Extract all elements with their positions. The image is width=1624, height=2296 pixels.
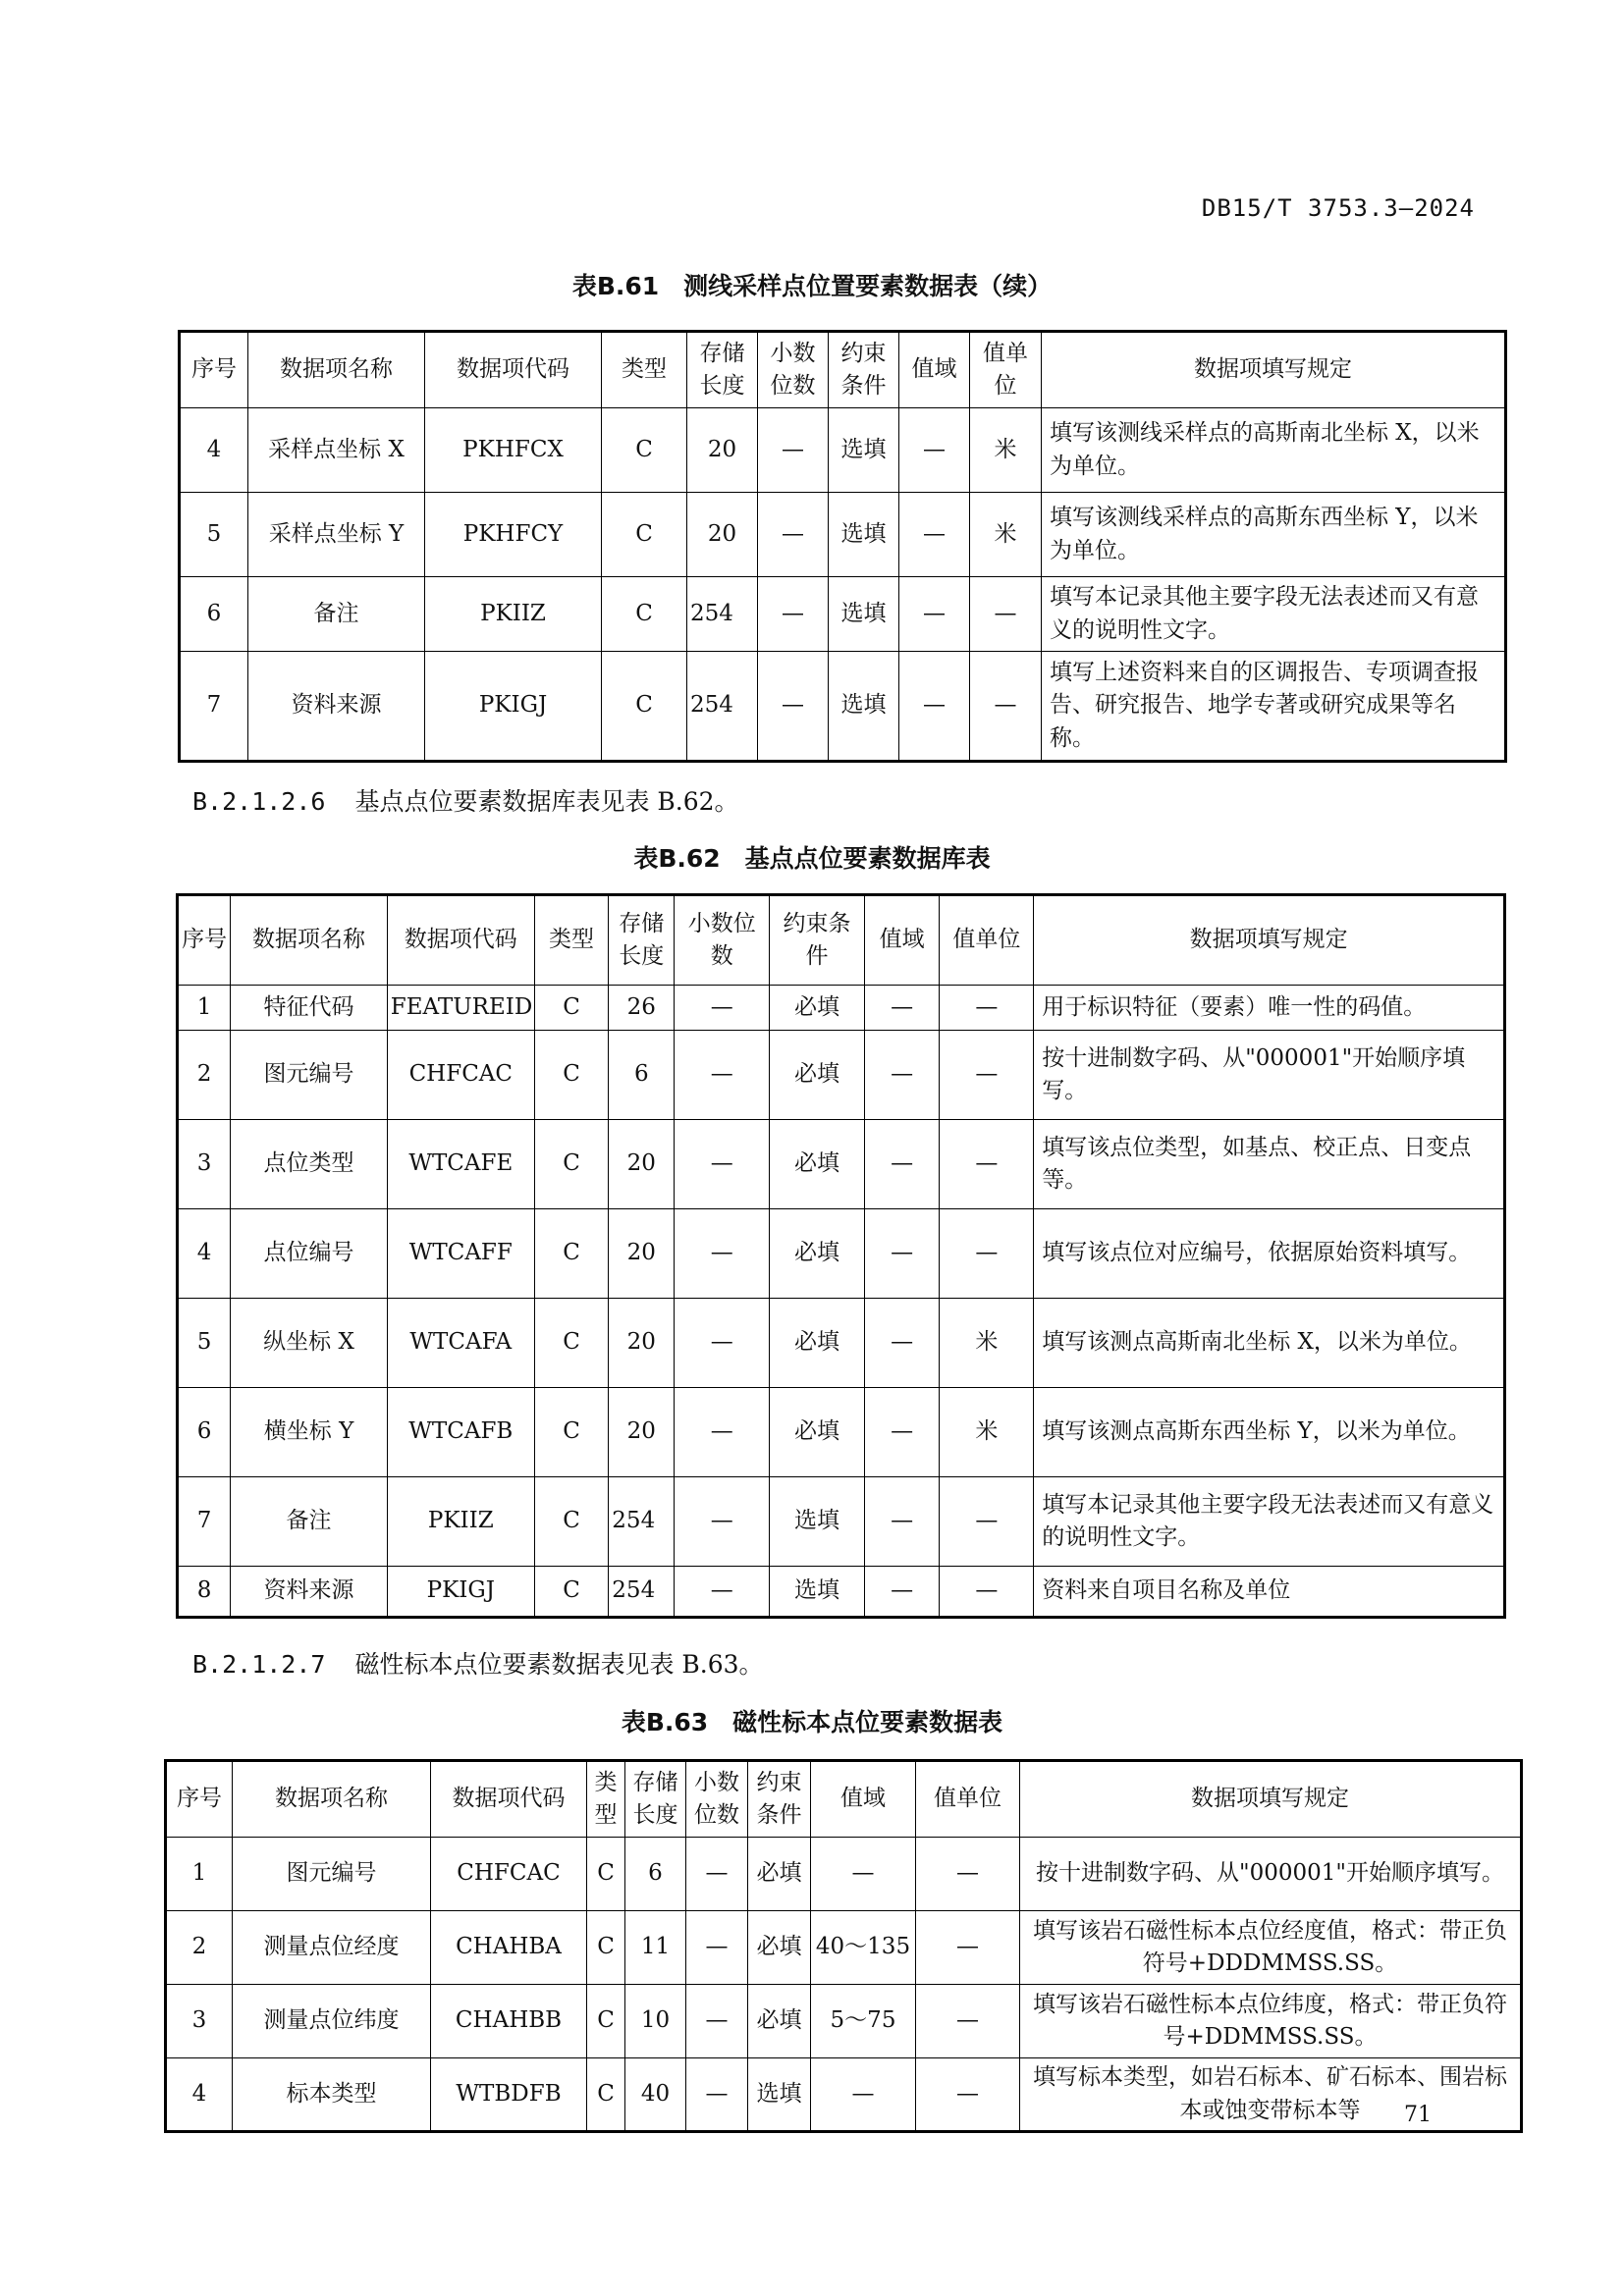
cell-type: C [602, 652, 687, 762]
col-header-item-code: 数据项代码 [431, 1761, 587, 1838]
table-row [180, 408, 1506, 493]
cell-decimals: — [675, 1299, 770, 1388]
table-b61-header-row [180, 332, 1506, 408]
cell-length: 26 [609, 986, 675, 1031]
document-code: DB15/T 3753.3—2024 [1201, 194, 1475, 222]
cell-domain: — [864, 1388, 940, 1477]
cell-item-name: 图元编号 [233, 1838, 431, 1911]
cell-domain: — [864, 1209, 940, 1299]
cell-item-code: PKHFCX [425, 408, 602, 493]
table-row [178, 1567, 1505, 1618]
cell-rule: 按十进制数字码、从"000001"开始顺序填写。 [1034, 1031, 1505, 1120]
cell-unit: 米 [940, 1388, 1034, 1477]
cell-decimals: — [675, 1388, 770, 1477]
table-row [166, 1985, 1522, 2058]
cell-item-code: PKHFCY [425, 493, 602, 577]
col-header-item-code: 数据项代码 [387, 895, 534, 986]
col-header-rule: 数据项填写规定 [1042, 332, 1506, 408]
table-row [178, 1209, 1505, 1299]
cell-rule: 填写该岩石磁性标本点位经度值，格式：带正负符号+DDDMMSS.SS。 [1020, 1911, 1522, 1985]
cell-unit: — [916, 1911, 1020, 1985]
col-header-unit: 值单位 [970, 332, 1042, 408]
table-row [166, 1838, 1522, 1911]
cell-length: 6 [609, 1031, 675, 1120]
cell-unit: — [940, 1031, 1034, 1120]
cell-type: C [602, 493, 687, 577]
cell-item-name: 备注 [231, 1477, 388, 1567]
cell-domain: — [811, 2058, 916, 2132]
cell-length: 20 [609, 1120, 675, 1209]
cell-item-name: 资料来源 [248, 652, 425, 762]
clause-text: 磁性标本点位要素数据表见表 B.63。 [354, 1650, 764, 1679]
cell-item-name: 点位类型 [231, 1120, 388, 1209]
cell-item-name: 点位编号 [231, 1209, 388, 1299]
table-row [178, 1120, 1505, 1209]
cell-item-name: 采样点坐标 X [248, 408, 425, 493]
table-row [178, 1477, 1505, 1567]
cell-length: 254 [687, 577, 758, 652]
cell-length: 254 [687, 652, 758, 762]
table-row [166, 1911, 1522, 1985]
cell-domain: — [864, 1120, 940, 1209]
cell-index: 1 [166, 1838, 233, 1911]
cell-type: C [587, 1985, 625, 2058]
cell-unit: — [916, 2058, 1020, 2132]
cell-constraint: 选填 [829, 577, 899, 652]
cell-domain: — [864, 1031, 940, 1120]
cell-item-code: WTBDFB [431, 2058, 587, 2132]
cell-index: 6 [180, 577, 248, 652]
cell-type: C [587, 2058, 625, 2132]
cell-length: 20 [609, 1299, 675, 1388]
cell-domain: 5～75 [811, 1985, 916, 2058]
col-header-index: 序号 [166, 1761, 233, 1838]
cell-index: 4 [180, 408, 248, 493]
col-header-decimals: 小数位数 [686, 1761, 748, 1838]
cell-constraint: 选填 [770, 1477, 865, 1567]
cell-index: 4 [178, 1209, 231, 1299]
cell-index: 8 [178, 1567, 231, 1618]
cell-length: 11 [625, 1911, 686, 1985]
cell-length: 20 [687, 493, 758, 577]
table-row [178, 1299, 1505, 1388]
cell-length: 254 [609, 1477, 675, 1567]
col-header-constraint: 约束条件 [748, 1761, 811, 1838]
cell-constraint: 必填 [748, 1838, 811, 1911]
cell-decimals: — [686, 2058, 748, 2132]
col-header-type: 类型 [534, 895, 609, 986]
cell-type: C [534, 1477, 609, 1567]
cell-length: 40 [625, 2058, 686, 2132]
cell-domain: — [864, 1299, 940, 1388]
cell-item-code: WTCAFA [387, 1299, 534, 1388]
cell-index: 7 [178, 1477, 231, 1567]
cell-rule: 用于标识特征（要素）唯一性的码值。 [1034, 986, 1505, 1031]
cell-item-name: 图元编号 [231, 1031, 388, 1120]
cell-item-code: CHAHBB [431, 1985, 587, 2058]
cell-rule: 填写本记录其他主要字段无法表述而又有意义的说明性文字。 [1042, 577, 1506, 652]
cell-item-name: 标本类型 [233, 2058, 431, 2132]
cell-domain: — [899, 652, 970, 762]
col-header-type: 类型 [587, 1761, 625, 1838]
cell-constraint: 必填 [748, 1911, 811, 1985]
cell-constraint: 选填 [829, 408, 899, 493]
cell-domain: — [899, 408, 970, 493]
cell-unit: — [970, 577, 1042, 652]
cell-index: 7 [180, 652, 248, 762]
cell-item-code: PKIGJ [387, 1567, 534, 1618]
clause-number: B.2.1.2.6 [192, 787, 326, 816]
cell-rule: 填写该测线采样点的高斯东西坐标 Y，以米为单位。 [1042, 493, 1506, 577]
cell-length: 254 [609, 1567, 675, 1618]
cell-constraint: 选填 [829, 493, 899, 577]
cell-decimals: — [675, 1120, 770, 1209]
cell-item-code: WTCAFF [387, 1209, 534, 1299]
cell-length: 20 [609, 1388, 675, 1477]
cell-length: 20 [687, 408, 758, 493]
cell-unit: 米 [970, 408, 1042, 493]
cell-constraint: 必填 [770, 1388, 865, 1477]
cell-unit: 米 [970, 493, 1042, 577]
cell-item-code: CHAHBA [431, 1911, 587, 1985]
cell-length: 20 [609, 1209, 675, 1299]
cell-rule: 资料来自项目名称及单位 [1034, 1567, 1505, 1618]
cell-type: C [587, 1911, 625, 1985]
cell-index: 1 [178, 986, 231, 1031]
col-header-unit: 值单位 [916, 1761, 1020, 1838]
table-b62-header-row [178, 895, 1505, 986]
cell-decimals: — [686, 1838, 748, 1911]
cell-unit: — [916, 1985, 1020, 2058]
cell-decimals: — [758, 577, 829, 652]
cell-type: C [534, 986, 609, 1031]
cell-item-name: 测量点位经度 [233, 1911, 431, 1985]
cell-item-code: PKIGJ [425, 652, 602, 762]
cell-item-code: PKIIZ [425, 577, 602, 652]
col-header-type: 类型 [602, 332, 687, 408]
cell-constraint: 必填 [770, 1120, 865, 1209]
table-row [180, 577, 1506, 652]
cell-rule: 按十进制数字码、从"000001"开始顺序填写。 [1020, 1838, 1522, 1911]
cell-length: 10 [625, 1985, 686, 2058]
col-header-domain: 值域 [864, 895, 940, 986]
cell-index: 3 [166, 1985, 233, 2058]
cell-decimals: — [686, 1985, 748, 2058]
cell-item-name: 采样点坐标 Y [248, 493, 425, 577]
cell-constraint: 选填 [770, 1567, 865, 1618]
table-b63-caption: 表B.63 磁性标本点位要素数据表 [621, 1708, 1003, 1736]
cell-item-code: PKIIZ [387, 1477, 534, 1567]
col-header-index: 序号 [178, 895, 231, 986]
table-row [178, 986, 1505, 1031]
paragraph-b2126 [192, 782, 739, 818]
cell-constraint: 选填 [829, 652, 899, 762]
cell-domain: — [899, 493, 970, 577]
cell-item-name: 测量点位纬度 [233, 1985, 431, 2058]
table-row [178, 1388, 1505, 1477]
cell-decimals: — [686, 1911, 748, 1985]
table-b61-caption: 表B.61 测线采样点位置要素数据表（续） [571, 272, 1053, 300]
cell-domain: 40～135 [811, 1911, 916, 1985]
cell-rule: 填写本记录其他主要字段无法表述而又有意义的说明性文字。 [1034, 1477, 1505, 1567]
cell-domain: — [864, 986, 940, 1031]
cell-item-name: 资料来源 [231, 1567, 388, 1618]
col-header-storage-length: 存储长度 [609, 895, 675, 986]
cell-rule: 填写该测点高斯东西坐标 Y，以米为单位。 [1034, 1388, 1505, 1477]
cell-index: 6 [178, 1388, 231, 1477]
cell-decimals: — [675, 1209, 770, 1299]
cell-unit: — [970, 652, 1042, 762]
table-row [166, 2058, 1522, 2132]
cell-domain: — [899, 577, 970, 652]
cell-item-name: 纵坐标 X [231, 1299, 388, 1388]
cell-decimals: — [758, 408, 829, 493]
cell-unit: — [940, 1567, 1034, 1618]
table-b61 [178, 330, 1507, 763]
cell-unit: — [940, 1209, 1034, 1299]
cell-rule: 填写该岩石磁性标本点位纬度，格式：带正负符号+DDMMSS.SS。 [1020, 1985, 1522, 2058]
cell-index: 5 [178, 1299, 231, 1388]
table-b63 [164, 1759, 1523, 2133]
table-row [180, 652, 1506, 762]
cell-rule: 填写该点位对应编号，依据原始资料填写。 [1034, 1209, 1505, 1299]
cell-type: C [587, 1838, 625, 1911]
cell-index: 3 [178, 1120, 231, 1209]
cell-rule: 填写该测线采样点的高斯南北坐标 X，以米为单位。 [1042, 408, 1506, 493]
cell-constraint: 必填 [770, 1031, 865, 1120]
cell-decimals: — [675, 986, 770, 1031]
cell-item-code: CHFCAC [387, 1031, 534, 1120]
cell-length: 6 [625, 1838, 686, 1911]
col-header-storage-length: 存储长度 [625, 1761, 686, 1838]
cell-unit: 米 [940, 1299, 1034, 1388]
col-header-item-name: 数据项名称 [233, 1761, 431, 1838]
cell-rule: 填写标本类型，如岩石标本、矿石标本、围岩标本或蚀变带标本等 [1020, 2058, 1522, 2132]
cell-type: C [602, 408, 687, 493]
cell-rule: 填写该测点高斯南北坐标 X，以米为单位。 [1034, 1299, 1505, 1388]
col-header-item-name: 数据项名称 [231, 895, 388, 986]
col-header-unit: 值单位 [940, 895, 1034, 986]
col-header-storage-length: 存储长度 [687, 332, 758, 408]
cell-type: C [534, 1120, 609, 1209]
cell-domain: — [811, 1838, 916, 1911]
cell-index: 2 [166, 1911, 233, 1985]
cell-rule: 填写该点位类型，如基点、校正点、日变点等。 [1034, 1120, 1505, 1209]
col-header-rule: 数据项填写规定 [1034, 895, 1505, 986]
cell-decimals: — [758, 652, 829, 762]
clause-number: B.2.1.2.7 [192, 1650, 326, 1679]
cell-index: 4 [166, 2058, 233, 2132]
table-b62-caption: 表B.62 基点点位要素数据库表 [633, 844, 991, 873]
col-header-index: 序号 [180, 332, 248, 408]
col-header-decimals: 小数位数 [758, 332, 829, 408]
table-row [178, 1031, 1505, 1120]
cell-type: C [534, 1299, 609, 1388]
table-b63-header-row [166, 1761, 1522, 1838]
cell-item-code: CHFCAC [431, 1838, 587, 1911]
clause-text: 基点点位要素数据库表见表 B.62。 [354, 787, 739, 816]
cell-type: C [602, 577, 687, 652]
cell-item-name: 特征代码 [231, 986, 388, 1031]
col-header-item-name: 数据项名称 [248, 332, 425, 408]
page-number: 71 [1404, 2103, 1432, 2127]
cell-constraint: 必填 [770, 986, 865, 1031]
cell-type: C [534, 1031, 609, 1120]
cell-item-code: WTCAFE [387, 1120, 534, 1209]
cell-unit: — [940, 1120, 1034, 1209]
paragraph-b2127 [192, 1645, 764, 1681]
cell-rule: 填写上述资料来自的区调报告、专项调查报告、研究报告、地学专著或研究成果等名称。 [1042, 652, 1506, 762]
cell-item-code: FEATUREID [387, 986, 534, 1031]
cell-decimals: — [675, 1567, 770, 1618]
cell-unit: — [940, 986, 1034, 1031]
col-header-constraint: 约束条件 [770, 895, 865, 986]
cell-constraint: 选填 [748, 2058, 811, 2132]
cell-type: C [534, 1388, 609, 1477]
cell-item-name: 备注 [248, 577, 425, 652]
table-row [180, 493, 1506, 577]
col-header-item-code: 数据项代码 [425, 332, 602, 408]
col-header-constraint: 约束条件 [829, 332, 899, 408]
cell-constraint: 必填 [748, 1985, 811, 2058]
cell-decimals: — [675, 1477, 770, 1567]
cell-constraint: 必填 [770, 1209, 865, 1299]
col-header-domain: 值域 [899, 332, 970, 408]
col-header-decimals: 小数位数 [675, 895, 770, 986]
table-b62 [176, 893, 1506, 1619]
cell-index: 2 [178, 1031, 231, 1120]
cell-decimals: — [758, 493, 829, 577]
cell-item-name: 横坐标 Y [231, 1388, 388, 1477]
cell-unit: — [940, 1477, 1034, 1567]
cell-domain: — [864, 1567, 940, 1618]
col-header-rule: 数据项填写规定 [1020, 1761, 1522, 1838]
cell-type: C [534, 1209, 609, 1299]
cell-domain: — [864, 1477, 940, 1567]
cell-decimals: — [675, 1031, 770, 1120]
cell-constraint: 必填 [770, 1299, 865, 1388]
col-header-domain: 值域 [811, 1761, 916, 1838]
cell-type: C [534, 1567, 609, 1618]
cell-item-code: WTCAFB [387, 1388, 534, 1477]
cell-unit: — [916, 1838, 1020, 1911]
cell-index: 5 [180, 493, 248, 577]
